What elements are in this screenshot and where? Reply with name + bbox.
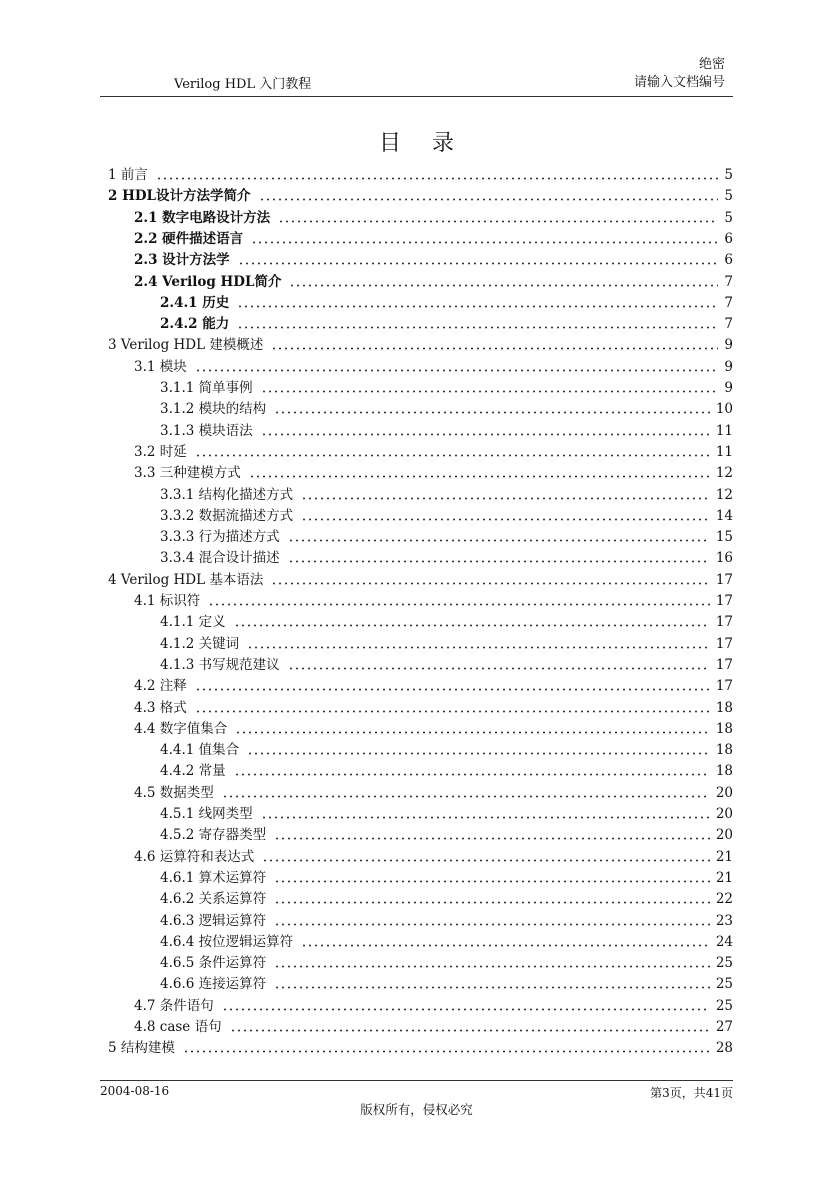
toc-dot-leader xyxy=(222,795,710,798)
toc-dot-leader xyxy=(261,816,710,819)
toc-entry-page: 16 xyxy=(715,550,733,567)
toc-dot-leader xyxy=(274,923,710,926)
toc-entry[interactable] xyxy=(134,717,733,737)
toc-entry-page: 10 xyxy=(715,401,733,418)
toc-dot-leader xyxy=(259,198,719,201)
toc-entry[interactable] xyxy=(160,823,733,843)
footer-date: 2004-08-16 xyxy=(100,1084,170,1098)
toc-dot-leader xyxy=(274,411,710,414)
toc-entry-page: 18 xyxy=(715,763,733,780)
toc-entry[interactable] xyxy=(134,355,733,375)
toc-entry[interactable] xyxy=(134,461,733,481)
toc-entry[interactable] xyxy=(134,270,733,290)
toc-entry-page: 17 xyxy=(715,571,733,588)
footer-page-info: 第3页，共41页 xyxy=(650,1086,733,1100)
toc-dot-leader xyxy=(234,624,710,627)
toc-entry[interactable] xyxy=(134,227,733,247)
toc-entry-label: 4.1.2 关键词 xyxy=(160,635,240,652)
toc-entry[interactable] xyxy=(160,866,733,886)
toc-entry-page: 5 xyxy=(724,188,733,205)
toc-entry-label: 3.1.1 简单事例 xyxy=(160,380,253,396)
toc-dot-leader xyxy=(235,731,710,734)
toc-entry[interactable] xyxy=(160,909,733,929)
toc-dot-leader xyxy=(262,859,710,862)
toc-entry[interactable] xyxy=(108,163,733,183)
toc-entry-label: 4.1.1 定义 xyxy=(160,614,226,631)
toc-entry-label: 2.1 数字电路设计方法 xyxy=(134,209,271,226)
toc-dot-leader xyxy=(278,220,718,223)
toc-entry-page: 24 xyxy=(715,933,733,950)
toc-entry[interactable] xyxy=(160,738,733,758)
header-doc-title: Verilog HDL 入门教程 xyxy=(174,77,312,92)
toc-entry[interactable] xyxy=(160,291,733,311)
toc-entry-page: 21 xyxy=(715,848,733,865)
toc-entry[interactable] xyxy=(160,802,733,822)
toc-entry[interactable] xyxy=(134,845,733,865)
toc-entry-page: 9 xyxy=(724,358,733,375)
toc-dot-leader xyxy=(301,497,710,500)
toc-entry[interactable] xyxy=(160,610,733,630)
toc-dot-leader xyxy=(183,1050,710,1053)
toc-entry-label: 4.4.2 常量 xyxy=(160,763,226,780)
toc-entry-label: 4.6 运算符和表达式 xyxy=(134,848,255,865)
toc-entry[interactable] xyxy=(134,1015,733,1035)
toc-entry-label: 4.6.4 按位逻辑运算符 xyxy=(160,933,294,950)
toc-entry-label: 3.1.2 模块的结构 xyxy=(160,401,267,418)
toc-entry[interactable] xyxy=(160,483,733,503)
toc-entry[interactable] xyxy=(160,632,733,652)
toc-dot-leader xyxy=(301,944,710,947)
toc-entry[interactable] xyxy=(160,376,733,396)
toc-entry[interactable] xyxy=(160,546,733,566)
toc-dot-leader xyxy=(274,837,710,840)
footer-rule xyxy=(100,1080,733,1081)
toc-dot-leader xyxy=(222,1008,710,1011)
toc-dot-leader xyxy=(195,710,710,713)
toc-entry-page: 20 xyxy=(715,806,733,822)
toc-entry[interactable] xyxy=(160,930,733,950)
toc-dot-leader xyxy=(247,646,710,649)
toc-dot-leader xyxy=(288,667,710,670)
footer-copyright: 版权所有，侵权必究 xyxy=(360,1102,473,1117)
header-doc-number: 请输入文档编号 xyxy=(633,75,725,90)
toc-dot-leader xyxy=(247,752,710,755)
toc-entry-label: 4 Verilog HDL 基本语法 xyxy=(108,571,264,588)
toc-entry-label: 4.6.3 逻辑运算符 xyxy=(160,912,267,929)
toc-dot-leader xyxy=(274,880,710,883)
toc-dot-leader xyxy=(208,603,710,606)
toc-dot-leader xyxy=(249,475,710,478)
toc-entry-page: 7 xyxy=(724,294,733,311)
header-rule xyxy=(100,96,733,97)
toc-entry[interactable] xyxy=(134,589,733,609)
toc-entry[interactable] xyxy=(160,312,733,332)
toc-dot-leader xyxy=(261,390,719,393)
toc-entry-page: 7 xyxy=(724,273,733,290)
toc-entry[interactable] xyxy=(160,951,733,971)
toc-entry[interactable] xyxy=(160,972,733,992)
toc-dot-leader xyxy=(234,773,710,776)
toc-entry-page: 14 xyxy=(715,507,733,524)
toc-entry-page: 17 xyxy=(715,678,733,695)
toc-entry-label: 2 HDL设计方法学简介 xyxy=(108,188,251,205)
toc-entry-page: 25 xyxy=(715,976,733,993)
toc-entry-label: 4.5.2 寄存器类型 xyxy=(160,827,267,844)
toc-entry-label: 4.6.1 算术运算符 xyxy=(160,869,267,886)
toc-entry-page: 5 xyxy=(724,167,733,183)
toc-dot-leader xyxy=(301,518,710,521)
toc-dot-leader xyxy=(195,688,710,691)
toc-entry-label: 4.3 格式 xyxy=(134,699,187,716)
toc-entry-page: 6 xyxy=(724,252,733,269)
toc-entry[interactable] xyxy=(108,568,733,588)
toc-entry-label: 4.6.6 连接运算符 xyxy=(160,976,267,993)
toc-dot-leader xyxy=(195,369,719,372)
toc-entry-label: 1 前言 xyxy=(108,167,148,183)
toc-entry-page: 11 xyxy=(715,422,733,439)
toc-entry-page: 6 xyxy=(724,230,733,247)
toc-entry-label: 4.7 条件语句 xyxy=(134,997,214,1014)
toc-entry-label: 2.2 硬件描述语言 xyxy=(134,230,244,247)
toc-entry-page: 18 xyxy=(715,742,733,759)
toc-entry-label: 4.4.1 值集合 xyxy=(160,742,240,759)
toc-entry[interactable] xyxy=(108,184,733,204)
toc-entry[interactable] xyxy=(134,696,733,716)
toc-entry-page: 27 xyxy=(715,1019,733,1035)
toc-entry-page: 12 xyxy=(715,465,733,482)
toc-entry-page: 22 xyxy=(715,891,733,908)
toc-dot-leader xyxy=(238,262,719,265)
toc-title: 目 录 xyxy=(379,131,466,156)
toc-entry-page: 17 xyxy=(715,635,733,652)
toc-entry-page: 17 xyxy=(715,593,733,609)
toc-entry-label: 2.3 设计方法学 xyxy=(134,252,230,269)
toc-entry[interactable] xyxy=(160,759,733,779)
toc-entry[interactable] xyxy=(134,248,733,268)
toc-entry[interactable] xyxy=(134,440,733,460)
header-classification: 绝密 xyxy=(698,57,725,72)
toc-entry-label: 3 Verilog HDL 建模概述 xyxy=(108,337,264,354)
toc-entry-label: 4.5.1 线网类型 xyxy=(160,806,253,822)
toc-entry[interactable] xyxy=(134,206,733,226)
toc-entry-label: 2.4.1 历史 xyxy=(160,294,230,311)
toc-dot-leader xyxy=(271,582,709,585)
toc-entry[interactable] xyxy=(160,887,733,907)
toc-entry-label: 3.3.1 结构化描述方式 xyxy=(160,486,294,503)
toc-entry-label: 4.4 数字值集合 xyxy=(134,720,228,737)
toc-entry-label: 4.1 标识符 xyxy=(134,593,201,609)
toc-entry[interactable] xyxy=(160,504,733,524)
toc-entry[interactable] xyxy=(108,1036,733,1056)
toc-dot-leader xyxy=(230,1029,710,1032)
toc-entry-page: 20 xyxy=(715,784,733,801)
toc-entry-page: 7 xyxy=(724,316,733,333)
toc-dot-leader xyxy=(237,326,718,329)
toc-entry[interactable] xyxy=(134,994,733,1014)
toc-entry-page: 21 xyxy=(715,869,733,886)
toc-entry[interactable] xyxy=(160,419,733,439)
toc-entry-label: 4.6.5 条件运算符 xyxy=(160,955,267,972)
toc-entry-page: 20 xyxy=(715,827,733,844)
toc-entry-page: 25 xyxy=(715,997,733,1014)
toc-entry-page: 15 xyxy=(715,529,733,546)
toc-entry-label: 4.6.2 关系运算符 xyxy=(160,891,267,908)
toc-entry-label: 3.3.4 混合设计描述 xyxy=(160,550,280,567)
toc-entry-label: 3.2 时延 xyxy=(134,443,187,460)
toc-entry-page: 18 xyxy=(715,720,733,737)
toc-entry-label: 3.3.2 数据流描述方式 xyxy=(160,507,294,524)
toc-entry-page: 17 xyxy=(715,614,733,631)
toc-entry-page: 11 xyxy=(715,443,733,460)
toc-dot-leader xyxy=(251,241,718,244)
toc-dot-leader xyxy=(195,454,710,457)
toc-entry[interactable] xyxy=(134,781,733,801)
toc-entry-label: 4.5 数据类型 xyxy=(134,784,214,801)
toc-entry-label: 3.1.3 模块语法 xyxy=(160,422,253,439)
toc-dot-leader xyxy=(288,539,710,542)
toc-entry-label: 2.4.2 能力 xyxy=(160,316,230,333)
toc-dot-leader xyxy=(274,965,710,968)
toc-dot-leader xyxy=(156,177,719,180)
toc-entry-page: 12 xyxy=(715,486,733,503)
toc-dot-leader xyxy=(271,347,718,350)
toc-entry-label: 3.3 三种建模方式 xyxy=(134,465,241,482)
toc-entry-label: 3.1 模块 xyxy=(134,358,187,375)
toc-entry-page: 18 xyxy=(715,699,733,716)
toc-entry[interactable] xyxy=(160,525,733,545)
header-right-block xyxy=(634,56,725,92)
toc-dot-leader xyxy=(274,901,710,904)
toc-entry-page: 17 xyxy=(715,656,733,673)
toc-entry-page: 9 xyxy=(724,380,733,396)
toc-entry[interactable] xyxy=(160,397,733,417)
toc-entry[interactable] xyxy=(160,653,733,673)
toc-dot-leader xyxy=(288,560,710,563)
toc-entry[interactable] xyxy=(134,674,733,694)
toc-entry-label: 3.3.3 行为描述方式 xyxy=(160,529,280,546)
toc-dot-leader xyxy=(237,305,718,308)
toc-entry-label: 2.4 Verilog HDL简介 xyxy=(134,273,282,290)
toc-entry-label: 4.1.3 书写规范建议 xyxy=(160,656,280,673)
toc-dot-leader xyxy=(289,284,718,287)
toc-entry-page: 25 xyxy=(715,955,733,972)
toc-entry-page: 23 xyxy=(715,912,733,929)
toc-entry-label: 4.2 注释 xyxy=(134,678,187,695)
toc-entry-page: 5 xyxy=(724,209,733,226)
toc-dot-leader xyxy=(274,986,710,989)
toc-entry-label: 4.8 case 语句 xyxy=(134,1019,222,1035)
toc-entry-label: 5 结构建模 xyxy=(108,1040,175,1057)
toc-entry[interactable] xyxy=(108,333,733,353)
toc-dot-leader xyxy=(261,433,710,436)
toc-entry-page: 9 xyxy=(724,337,733,354)
toc-entry-page: 28 xyxy=(715,1040,733,1057)
